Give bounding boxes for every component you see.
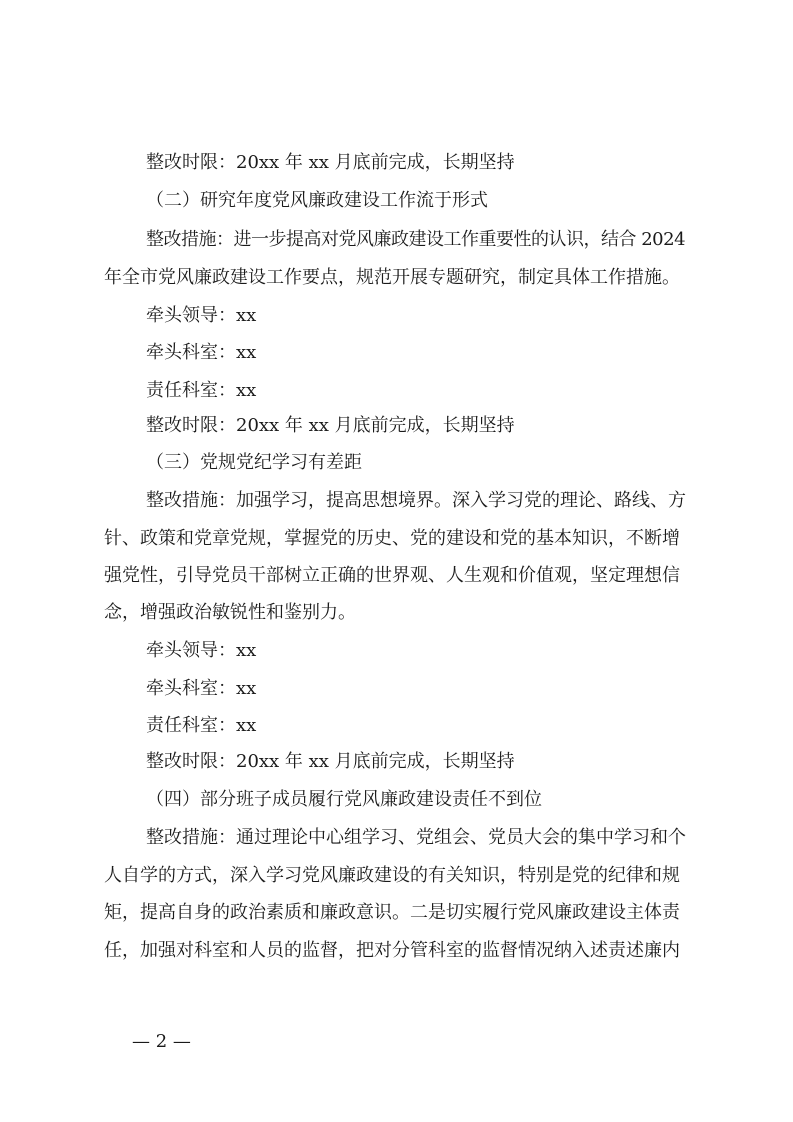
deadline-line: 整改时限：20xx 年 xx 月底前完成，长期坚持	[146, 415, 515, 436]
measures-line: 任，加强对科室和人员的监督，把对分管科室的监督情况纳入述责述廉内	[104, 940, 680, 961]
deadline-line: 整改时限：20xx 年 xx 月底前完成，长期坚持	[146, 152, 515, 173]
measures-line: 整改措施：进一步提高对党风廉政建设工作重要性的认识，结合 2024	[146, 229, 686, 250]
measures-line: 针、政策和党章党规，掌握党的历史、党的建设和党的基本知识，不断增	[104, 528, 680, 549]
lead-department-line: 牵头科室：xx	[146, 342, 257, 363]
page-number: — 2 —	[132, 1031, 191, 1052]
lead-leader-line: 牵头领导：xx	[146, 640, 257, 661]
responsible-department-line: 责任科室：xx	[146, 380, 257, 401]
measures-line: 整改措施：加强学习，提高思想境界。深入学习党的理论、路线、方	[146, 490, 686, 511]
lead-leader-line: 牵头领导：xx	[146, 305, 257, 326]
section-heading-2: （二）研究年度党风廉政建设工作流于形式	[146, 190, 488, 211]
responsible-department-line: 责任科室：xx	[146, 715, 257, 736]
measures-line: 矩，提高自身的政治素质和廉政意识。二是切实履行党风廉政建设主体责	[104, 902, 680, 923]
lead-department-line: 牵头科室：xx	[146, 678, 257, 699]
measures-line: 整改措施：通过理论中心组学习、党组会、党员大会的集中学习和个	[146, 827, 686, 848]
measures-line: 念，增强政治敏锐性和鉴别力。	[104, 602, 356, 623]
deadline-line: 整改时限：20xx 年 xx 月底前完成，长期坚持	[146, 751, 515, 772]
measures-line: 强党性，引导党员干部树立正确的世界观、人生观和价值观，坚定理想信	[104, 565, 680, 586]
measures-line: 人自学的方式，深入学习党风廉政建设的有关知识，特别是党的纪律和规	[104, 865, 680, 886]
section-heading-4: （四）部分班子成员履行党风廉政建设责任不到位	[146, 789, 542, 810]
section-heading-3: （三）党规党纪学习有差距	[146, 452, 362, 473]
measures-line: 年全市党风廉政建设工作要点，规范开展专题研究，制定具体工作措施。	[104, 267, 680, 288]
